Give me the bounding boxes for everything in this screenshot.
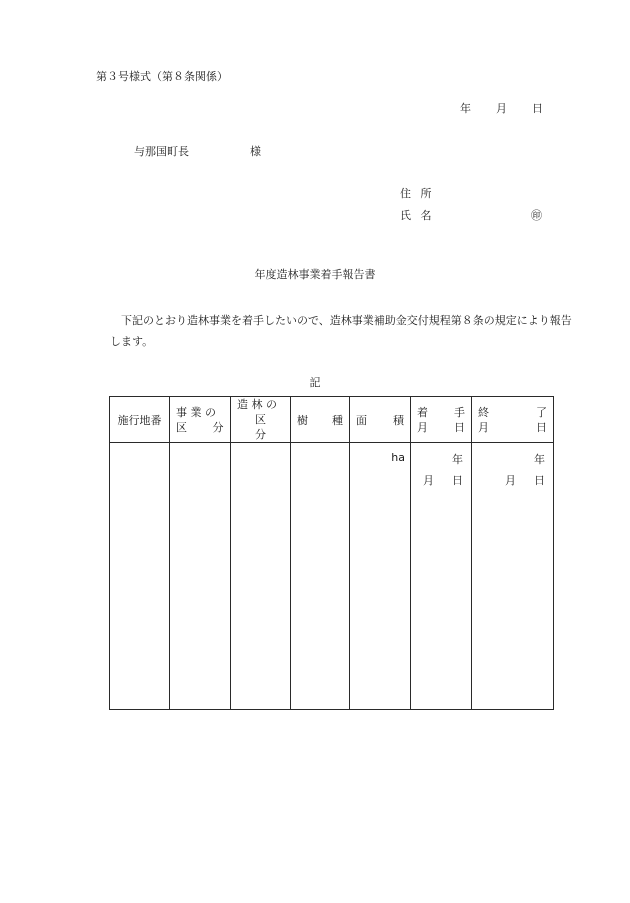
header-start-char1: 着 (417, 405, 428, 419)
header-area-char2: 積 (393, 413, 404, 427)
header-project-type-text1: 事 業 の (176, 405, 216, 419)
seal-mark: ㊞ (531, 209, 542, 222)
date-day-label: 日 (532, 102, 543, 115)
cell-end-date[interactable] (472, 443, 554, 710)
header-start-line1 (411, 405, 471, 420)
header-project-type-line2 (170, 420, 230, 435)
header-afforestation-type (231, 397, 291, 443)
end-month-label: 月 (505, 474, 516, 487)
header-location (110, 397, 170, 443)
addressee-honorific: 様 (250, 145, 261, 158)
start-day-label: 日 (452, 474, 463, 487)
cell-species[interactable] (291, 443, 350, 710)
area-unit: ha (391, 451, 405, 464)
header-start-line2 (411, 420, 471, 435)
header-location-label: 施行地番 (117, 413, 162, 427)
header-end-char1: 終 (478, 405, 489, 419)
header-end-char2: 了 (536, 405, 547, 419)
cell-area[interactable] (350, 443, 411, 710)
header-afforestation-type-line1 (231, 397, 290, 412)
header-end-month: 月 (478, 420, 489, 434)
header-end (472, 397, 554, 443)
header-species-line (291, 412, 349, 428)
header-afforestation-type-line2 (231, 412, 290, 442)
date-year-label: 年 (460, 102, 471, 115)
header-project-type-line1 (170, 405, 230, 420)
end-year-label: 年 (534, 453, 545, 466)
header-project-type-text2: 区 分 (176, 420, 224, 434)
document-title: 年度造林事業着手報告書 (254, 268, 376, 281)
header-species (291, 397, 350, 443)
cell-start-date[interactable] (411, 443, 472, 710)
start-year-label: 年 (452, 453, 463, 466)
table-header-row (110, 397, 554, 443)
header-end-line1 (472, 405, 553, 420)
header-project-type (170, 397, 231, 443)
form-number: 第３号様式（第８条関係） (96, 70, 228, 83)
header-area (350, 397, 411, 443)
start-month-label: 月 (423, 474, 434, 487)
start-month-day (423, 472, 463, 488)
header-start-char2: 手 (454, 405, 465, 419)
header-afforestation-type-text2: 区 分 (255, 413, 266, 441)
header-start (411, 397, 472, 443)
header-area-char1: 面 (356, 413, 367, 427)
header-end-day: 日 (536, 420, 547, 434)
header-end-line2 (472, 420, 553, 435)
name-label: 氏 名 (400, 209, 432, 222)
header-start-day: 日 (454, 420, 465, 434)
cell-afforestation-type[interactable] (231, 443, 291, 710)
ki-heading: 記 (309, 376, 321, 389)
table-row (110, 443, 554, 710)
end-month-day (505, 472, 545, 488)
end-day-label: 日 (534, 474, 545, 487)
address-label: 住 所 (400, 187, 432, 200)
cell-location[interactable] (110, 443, 170, 710)
header-start-month: 月 (417, 420, 428, 434)
header-species-char1: 樹 (297, 413, 308, 427)
header-afforestation-type-text1: 造 林 の (237, 398, 277, 411)
cell-project-type[interactable] (170, 443, 231, 710)
body-text: 下記のとおり造林事業を着手したいので、造林事業補助金交付規程第８条の規定により報告します。 (110, 314, 572, 348)
date-month-label: 月 (496, 102, 507, 115)
header-area-line (350, 412, 410, 428)
header-species-char2: 種 (332, 413, 343, 427)
addressee-name: 与那国町長 (134, 145, 189, 158)
report-table (109, 396, 554, 710)
